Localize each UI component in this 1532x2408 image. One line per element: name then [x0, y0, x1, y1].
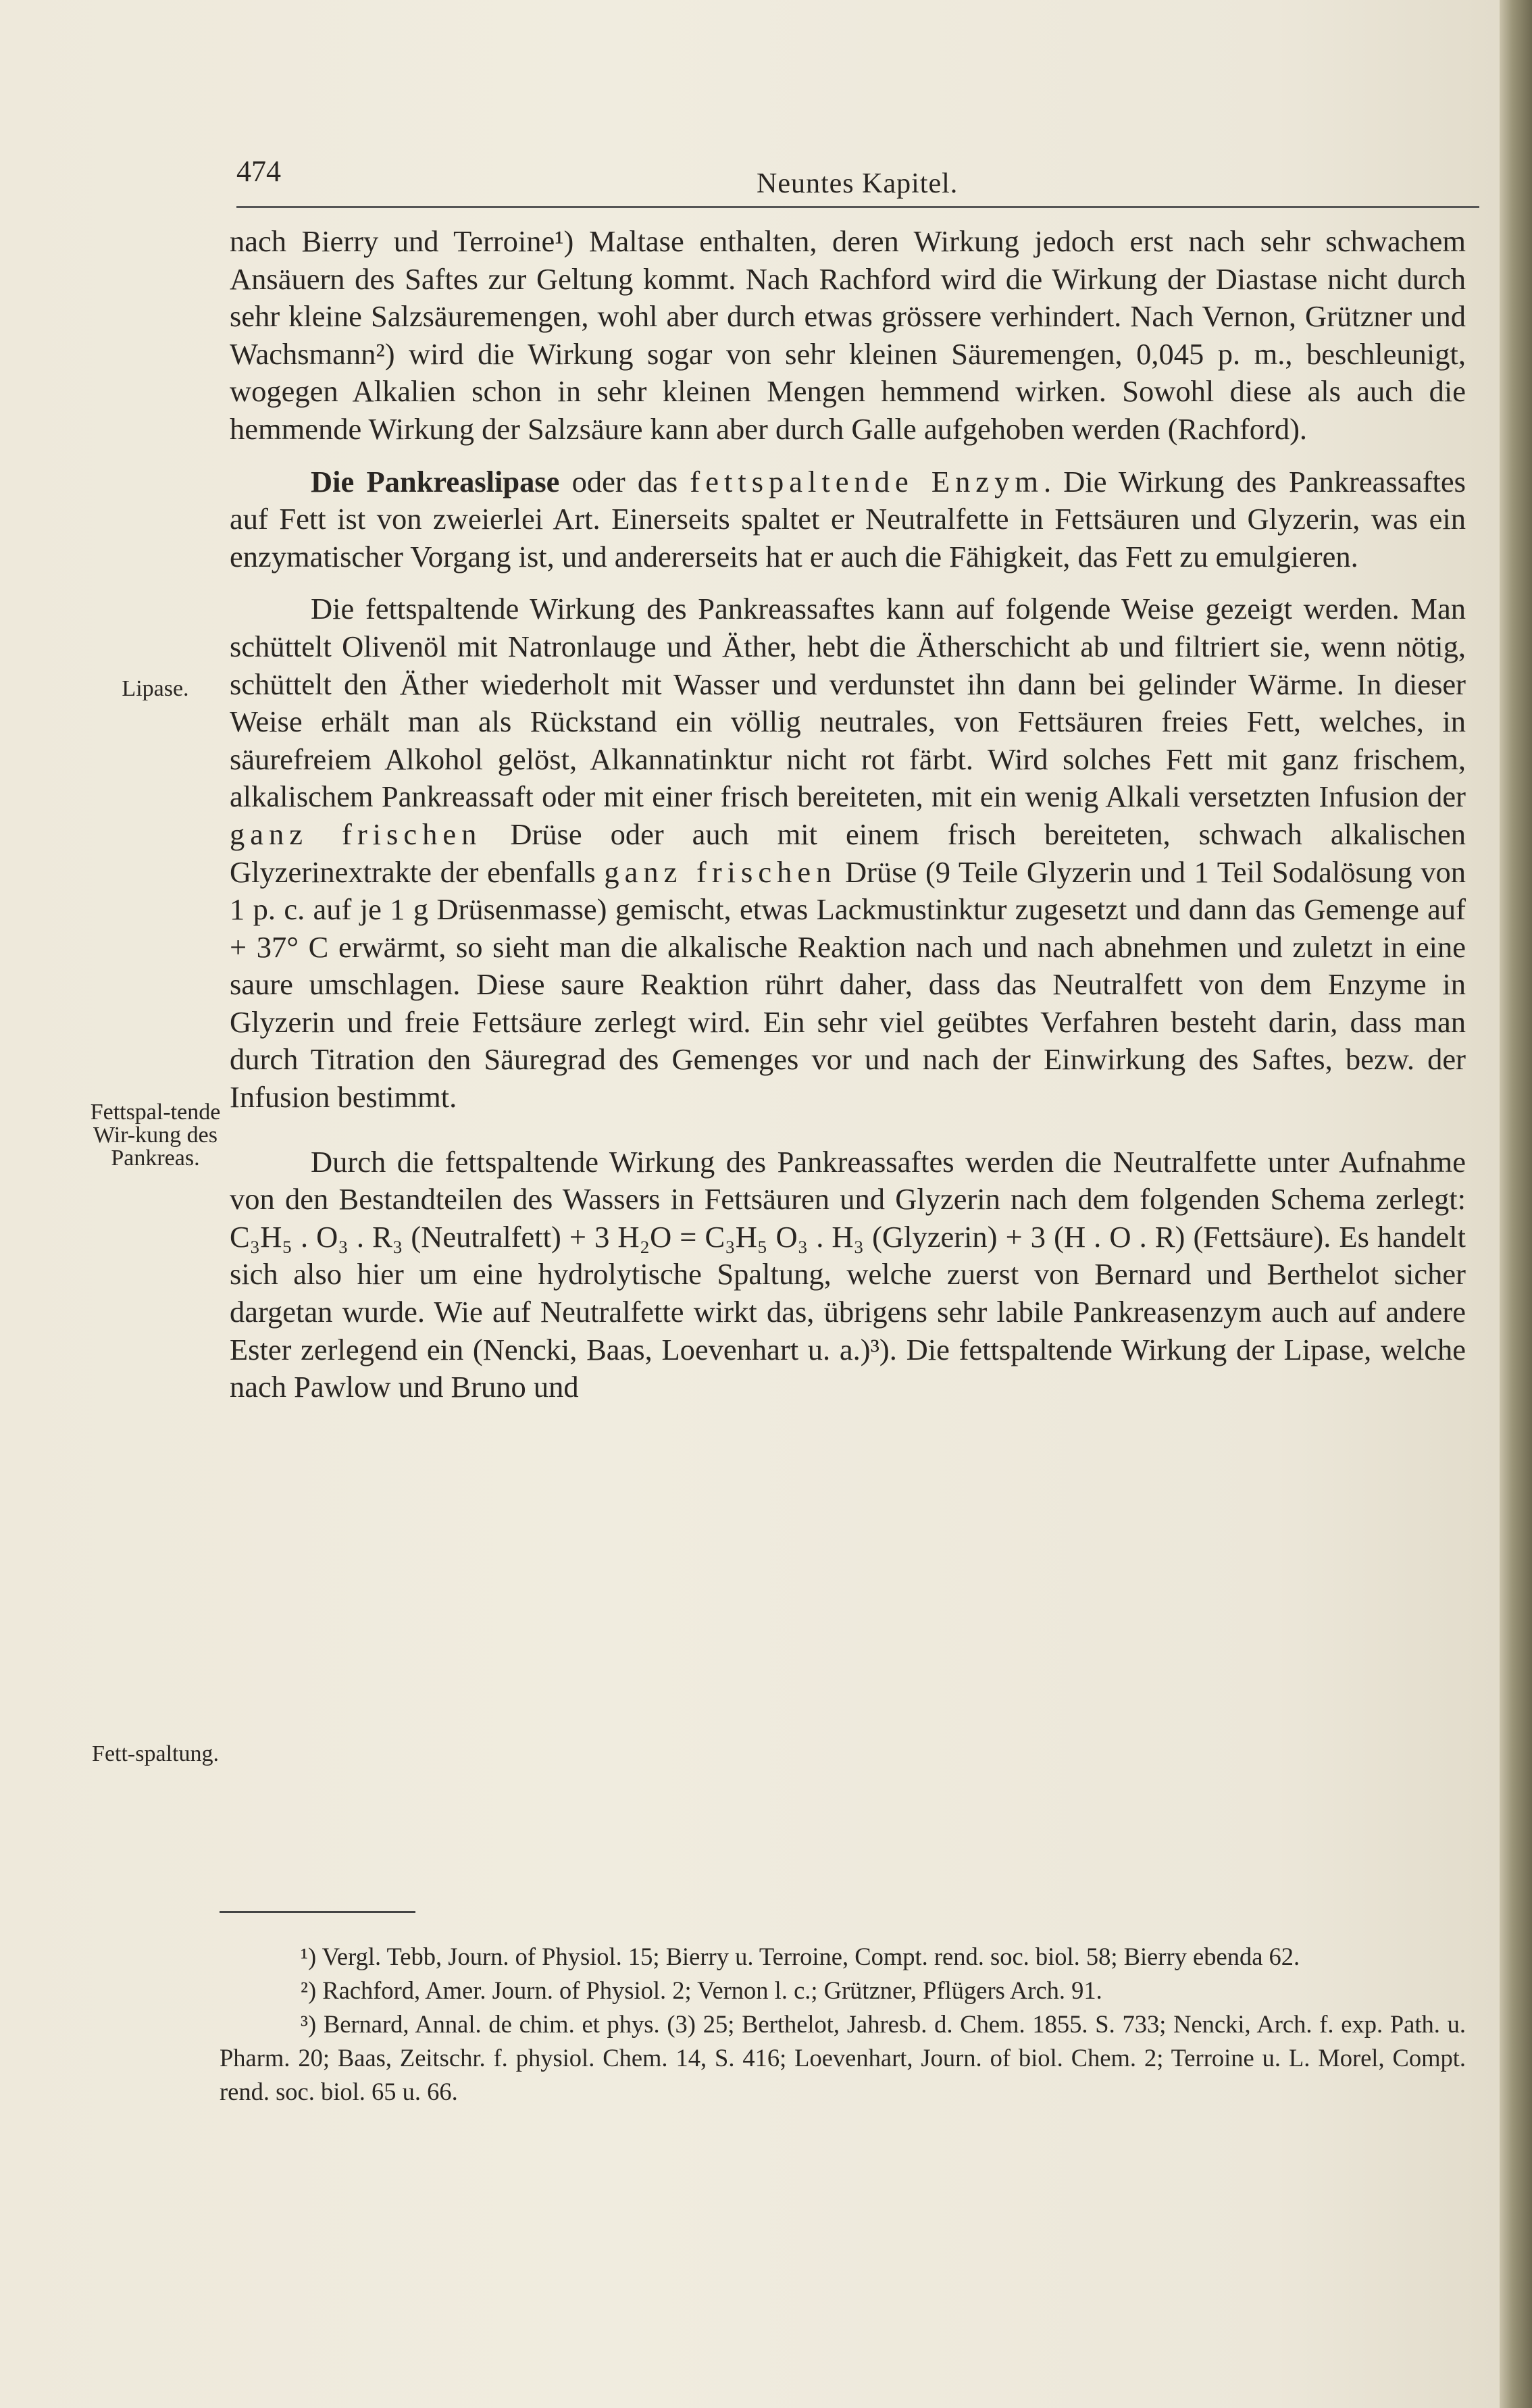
spaced-term-1: ganz frischen — [230, 817, 482, 851]
margin-note-fettspaltung: Fett-spaltung. — [92, 1741, 219, 1766]
footnote-2: ²) Rachford, Amer. Journ. of Physiol. 2; Vernon l. c.; Grützner, Pflügers Arch. 91. — [301, 1976, 1102, 2004]
body-text — [230, 223, 1466, 1406]
paragraph-1: nach Bierry und Terroine¹) Maltase enthalten, deren Wirkung jedoch erst nach sehr schwachem Ansäuern des Saftes zur Geltung kommt. Nach Rachford wird die Wirkung der Diastase nicht durch sehr kleine Salzsäuremengen, wohl aber durch etwas grössere verhindert. Nach Vernon, Grützner und Wachsmann²) wird die Wirkung sogar von sehr kleinen Säuremengen, 0,045 p. m., beschleunigt, wogegen Alkalien schon in sehr kleinen Mengen hemmend wirken. Sowohl diese als auch die hemmende Wirkung der Salzsäure kann aber durch Galle aufgehoben werden (Rachford). — [230, 224, 1466, 446]
footnote-rule — [220, 1911, 415, 1913]
page-header — [236, 154, 1479, 201]
header-rule — [236, 206, 1479, 208]
paragraph-2-mid: oder das — [559, 464, 690, 498]
paragraph-4-a: Durch die fettspaltende Wirkung des Pankreassaftes werden die Neutralfette unter Aufnahme von den Bestandteilen des Wassers in Fettsäuren und Glyzerin nach dem folgenden Schema zerlegt: — [230, 1144, 1466, 1216]
spaced-term-2: ganz frischen — [604, 854, 837, 889]
margin-note-fettspaltende: Fettspal-tende Wir-kung des Pankreas. — [90, 1100, 221, 1171]
paragraph-3 — [230, 590, 1466, 1116]
spaced-term: fettspaltende Enzym — [690, 464, 1044, 498]
paragraph-2-rest: . Die Wirkung des Pankreassaftes auf Fett ist von zweierlei Art. Einerseits spaltet er Neutralfette in Fettsäuren und Glyzerin, was ein enzymatischer Vorgang ist, und andererseits hat er auch die Fähigkeit, das Fett zu emulgieren. — [230, 464, 1466, 573]
paragraph-4-b: . Es handelt sich also hier um eine hydrolytische Spaltung, welche zuerst von Bernard und Berthelot sicher dargetan wurde. Wie auf Neutralfette wirkt das, übrigens sehr labile Pankreasenzym auch auf andere Ester zerlegend ein (Nencki, Baas, Loevenhart u. a.)³). Die fettspaltende Wirkung der Lipase, welche nach Pawlow und Bruno und — [230, 1219, 1466, 1404]
paragraph-3-c: Drüse (9 Teile Glyzerin und 1 Teil Sodalösung von 1 p. c. auf je 1 g Drüsenmasse) gemischt, etwas Lackmustinktur zugesetzt und dann das Gemenge auf + 37° C erwärmt, so sieht man die alkalische Reaktion nach und nach abnehmen und zuletzt in eine saure umschlagen. Diese saure Reaktion rührt daher, dass das Neutralfett von dem Enzyme in Glyzerin und freie Fettsäure zerlegt wird. Ein sehr viel geübtes Verfahren besteht darin, dass man durch Titration den Säuregrad des Gemenges vor und nach der Einwirkung des Saftes, bezw. der Infusion bestimmt. — [230, 854, 1466, 1115]
paragraph-4 — [230, 1144, 1466, 1406]
running-head: Neuntes Kapitel. — [757, 168, 959, 199]
page-number: 474 — [236, 155, 281, 188]
footnote-1: ¹) Vergl. Tebb, Journ. of Physiol. 15; Bierry u. Terroine, Compt. rend. soc. biol. 58; Bierry ebenda 62. — [301, 1943, 1300, 1970]
paragraph-2 — [230, 463, 1466, 576]
paragraph-3-b: Drüse oder auch mit einem frisch bereiteten, schwach alkalischen Glyzerinextrakte der ebenfalls — [230, 817, 1466, 889]
pankreaslipase-term: Die Pankreaslipase — [311, 464, 560, 498]
footnote-3: ³) Bernard, Annal. de chim. et phys. (3) 25; Berthelot, Jahresb. d. Chem. 1855. S. 733; Nencki, Arch. f. exp. Path. u. Pharm. 20; Baas, Zeitschr. f. physiol. Chem. 14, S. 416; Loevenhart, Journ. of biol. Chem. 2; Terroine u. L. Morel, Compt. rend. soc. biol. 65 u. 66. — [220, 2010, 1466, 2105]
paragraph-3-a: Die fettspaltende Wirkung des Pankreassaftes kann auf folgende Weise gezeigt werden. Man schüttelt Olivenöl mit Natronlauge und Äther, hebt die Ätherschicht ab und filtriert sie, wenn nötig, schüttelt den Äther wiederholt mit Wasser und verdunstet ihn dann bei gelinder Wärme. In dieser Weise erhält man als Rückstand ein völlig neutrales, von Fettsäuren freies Fett, welches, in säurefreiem Alkohol gelöst, Alkannatinktur nicht rot färbt. Wird solches Fett mit ganz frischem, alkalischem Pankreassaft oder mit einer frisch bereiteten, mit ein wenig Alkali versetzten Infusion der — [230, 592, 1466, 814]
chemical-formula: C₃H₅ . O₃ . R₃ (Neutralfett) + 3 H₂O = C₃H₅ O₃ . H₃ (Glyzerin) + 3 (H . O . R) (Fettsäure) — [230, 1219, 1324, 1254]
margin-note-lipase: Lipase. — [122, 676, 189, 701]
page-edge — [1500, 0, 1532, 2408]
footnotes — [220, 1940, 1466, 2109]
